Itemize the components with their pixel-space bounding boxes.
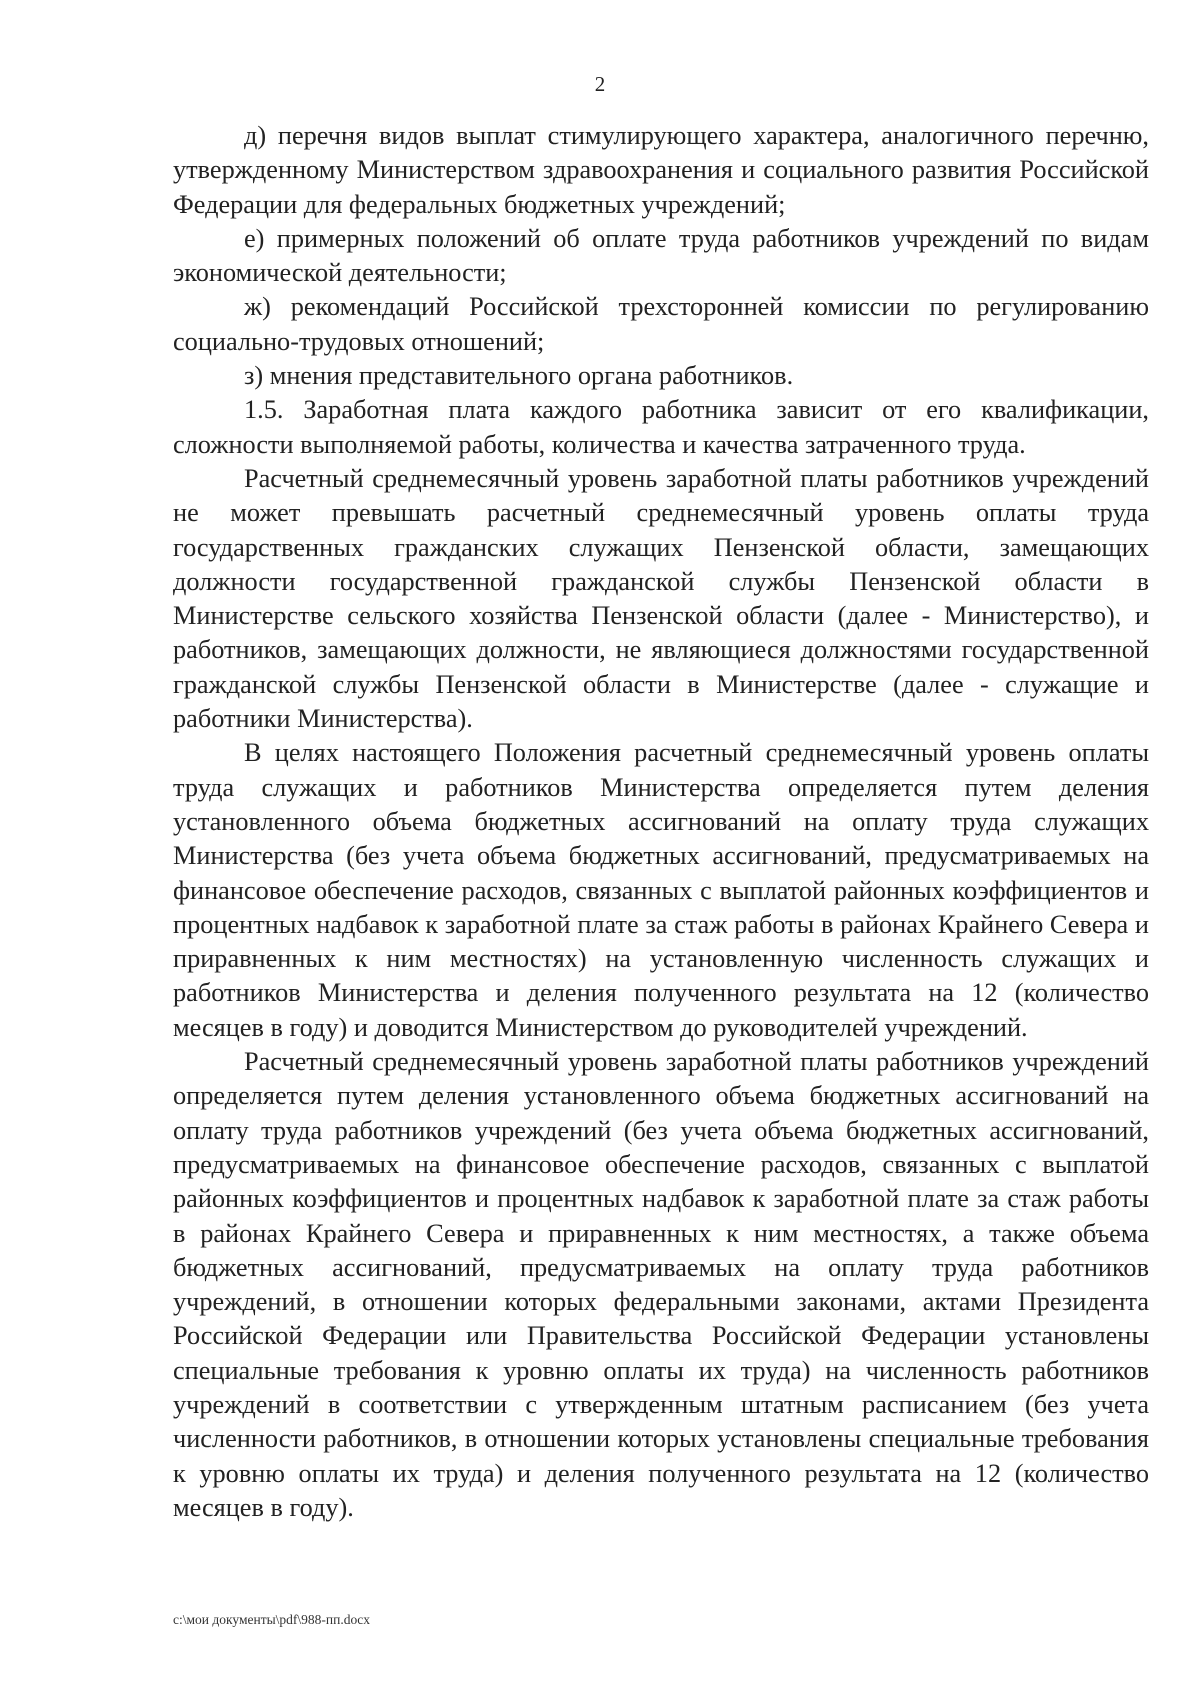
paragraph-item-z: з) мнения представительного органа работников. [244, 361, 794, 391]
paragraph-item-d: д) перечня видов выплат стимулирующего характера, аналогичного перечню, утвержденному Министерством здравоохранения и социального развития Российской Федерации для федеральных бюджетных учреждений; [173, 121, 1149, 219]
paragraph-salary-limit: Расчетный среднемесячный уровень заработной платы работников учреждений не может превышать расчетный среднемесячный уровень оплаты труда государственных гражданских служащих Пензенской области, замещающих должности государственной гражданской службы Пензенской области в Министерстве сельского хозяйства Пензенской области (далее - Министерство), и работников, замещающих должности, не являющиеся должностями государственной гражданской службы Пензенской области в Министерстве (далее - служащие и работники Министерства). [173, 463, 1149, 734]
paragraph-item-zh: ж) рекомендаций Российской трехсторонней комиссии по регулированию социально-трудовых отношений; [173, 292, 1149, 356]
paragraph-ministry-calculation: В целях настоящего Положения расчетный среднемесячный уровень оплаты труда служащих и работников Министерства определяется путем деления установленного объема бюджетных ассигнований на оплату труда служащих Министерства (без учета объема бюджетных ассигнований, предусматриваемых на финансовое обеспечение расходов, связанных с выплатой районных коэффициентов и процентных надбавок к заработной плате за стаж работы в районах Крайнего Севера и приравненных к ним местностях) на установленную численность служащих и работников Министерства и деления полученного результата на 12 (количество месяцев в году) и доводится Министерством до руководителей учреждений. [173, 738, 1149, 1042]
paragraph-institution-calculation: Расчетный среднемесячный уровень заработной платы работников учреждений определяется путем деления установленного объема бюджетных ассигнований на оплату труда работников учреждений (без учета объема бюджетных ассигнований, предусматриваемых на финансовое обеспечение расходов, связанных с выплатой районных коэффициентов и процентных надбавок к заработной плате за стаж работы в районах Крайнего Севера и приравненных к ним местностях, а также объема бюджетных ассигнований, предусматриваемых на оплату труда работников учреждений, в отношении которых федеральными законами, актами Президента Российской Федерации или Правительства Российской Федерации установлены специальные требования к уровню оплаты их труда) на численность работников учреждений в соответствии с утвержденным штатным расписанием (без учета численности работников, в отношении которых установлены специальные требования к уровню оплаты их труда) и деления полученного результата на 12 (количество месяцев в году). [173, 1047, 1149, 1522]
document-body [173, 119, 1149, 1525]
footer-file-path: c:\мои документы\pdf\988-пп.docx [173, 1612, 370, 1627]
page-number: 2 [594, 72, 606, 96]
paragraph-item-e: е) примерных положений об оплате труда работников учреждений по видам экономической деятельности; [173, 223, 1149, 288]
paragraph-clause-1-5: 1.5. Заработная плата каждого работника зависит от его квалификации, сложности выполняемой работы, количества и качества затраченного труда. [173, 395, 1149, 459]
